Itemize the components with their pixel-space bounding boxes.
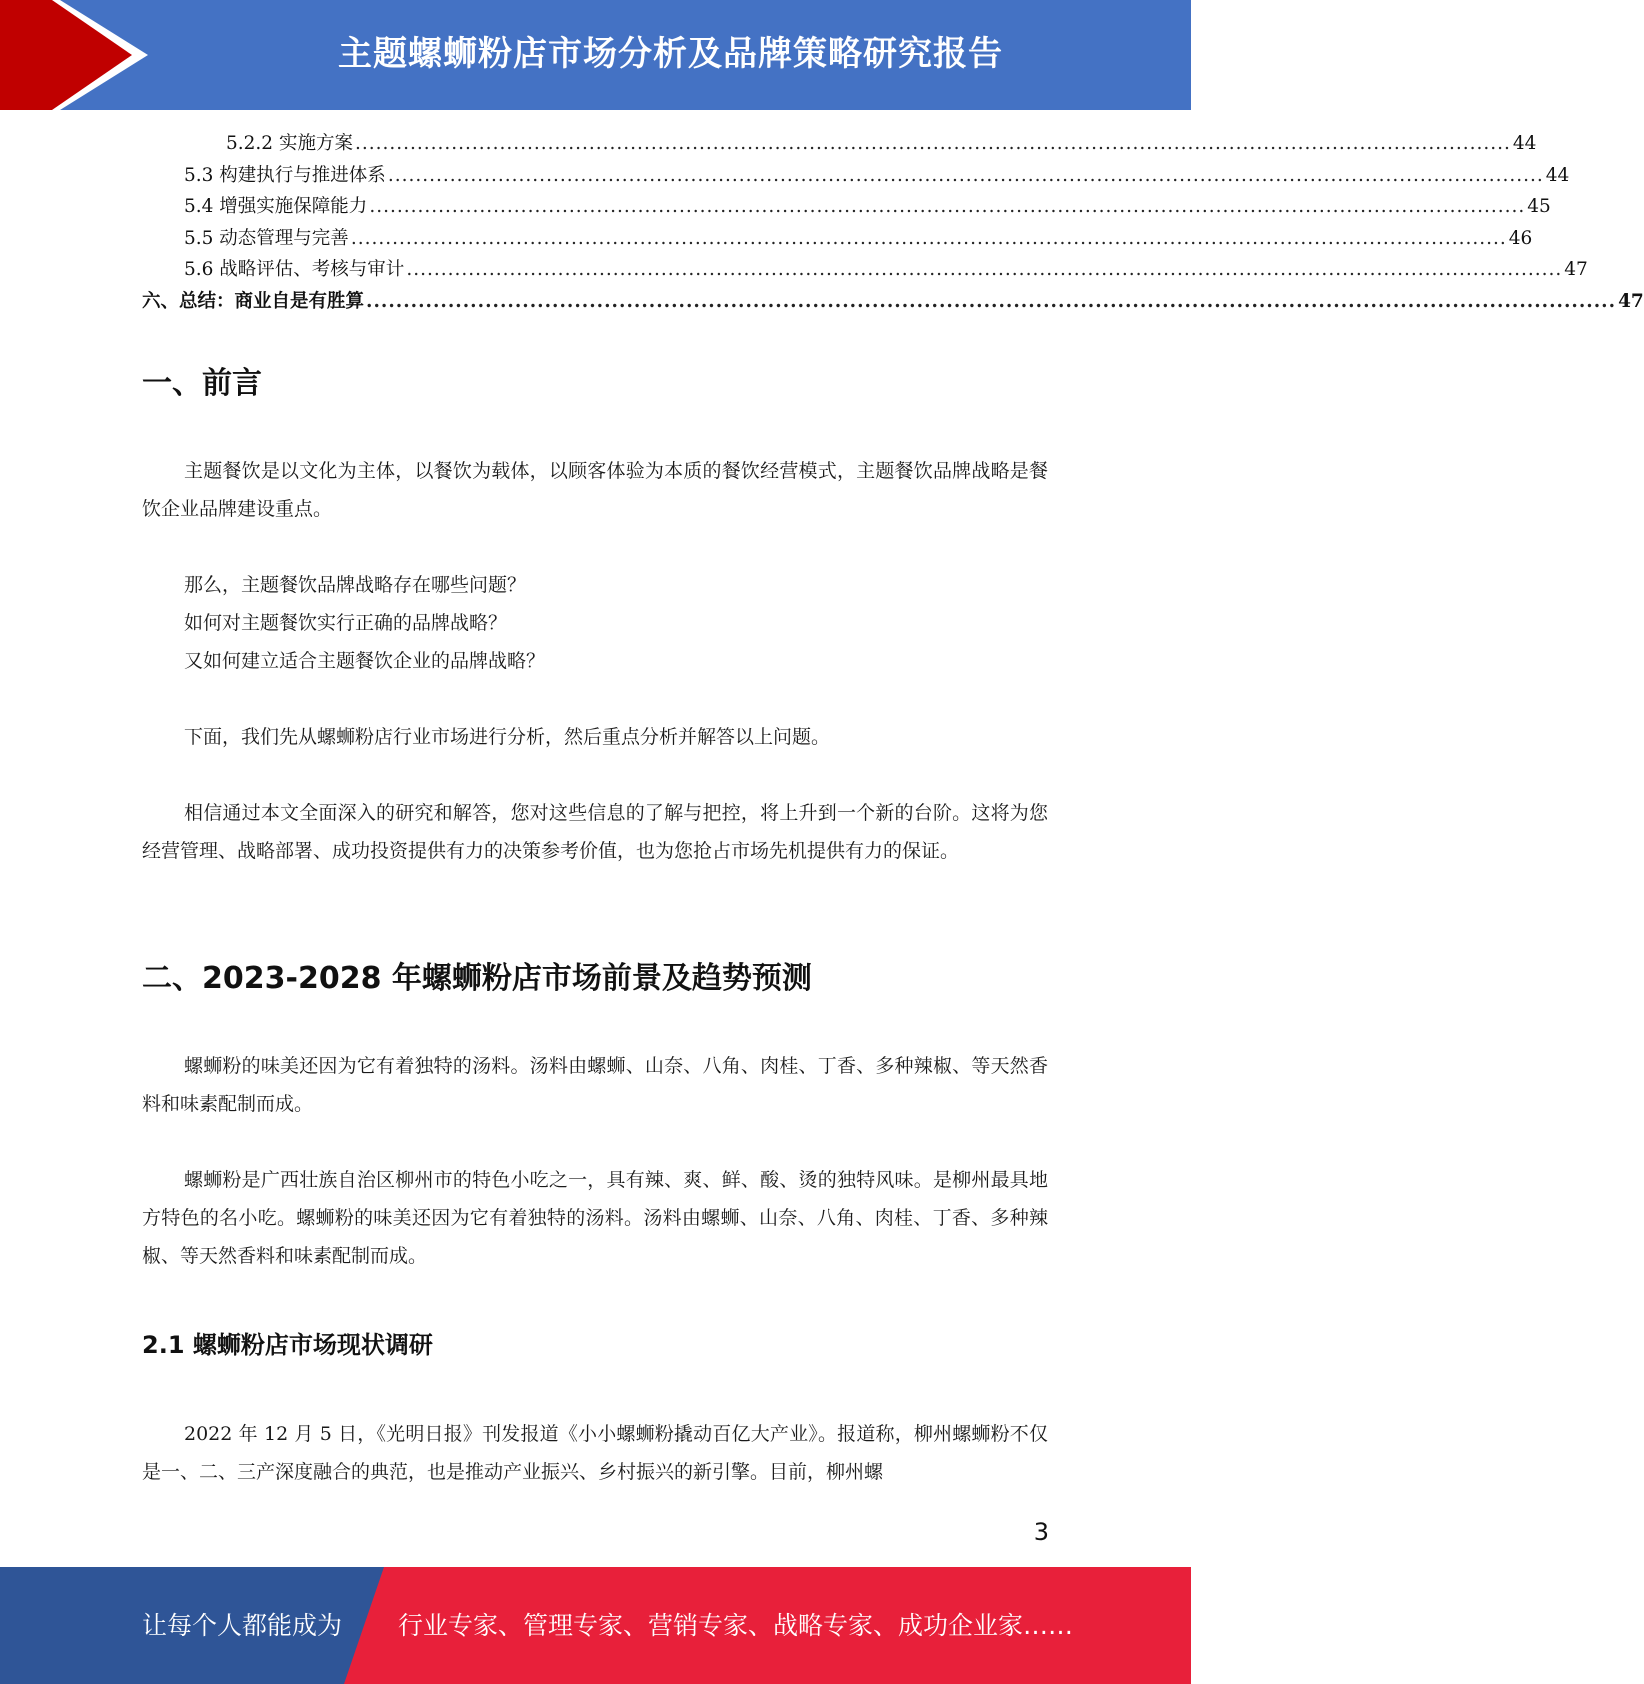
toc-leader: ........................................................................................................................................................................ (350, 227, 1507, 249)
toc-leader: ........................................................................................................................................................................ (354, 133, 1511, 154)
forecast-paragraph-2: 螺蛳粉是广西壮族自治区柳州市的特色小吃之一，具有辣、爽、鲜、酸、烫的独特风味。是柳州最具地方特色的名小吃。螺蛳粉的味美还因为它有着独特的汤料。汤料由螺蛳、山奈、八角、肉桂、丁香、多种辣椒、等天然香料和味素配制而成。 (142, 1169, 1048, 1267)
preface-question-1: 那么，主题餐饮品牌战略存在哪些问题？ (184, 574, 527, 596)
toc-leader: ........................................................................................................................................................................ (387, 164, 1544, 186)
toc-entry-text: 5.3 构建执行与推进体系 (184, 164, 386, 186)
toc-entry-page: 44 (1545, 164, 1570, 186)
toc-entry[interactable] (142, 160, 1570, 192)
toc-entry-text: 5.6 战略评估、考核与审计 (184, 259, 405, 280)
toc-entry-text: 5.4 增强实施保障能力 (184, 196, 368, 217)
toc-entry[interactable] (142, 286, 1644, 318)
toc-entry-page: 45 (1527, 196, 1551, 217)
page-header-banner (0, 0, 1191, 110)
toc-entry-page: 46 (1508, 227, 1533, 249)
header-chevron-icon (0, 0, 160, 110)
toc-entry-page: 47 (1564, 259, 1588, 280)
section-heading-preface: 一、前言 (142, 366, 262, 401)
toc-entry[interactable] (142, 223, 1533, 255)
toc-leader: ........................................................................................................................................................................ (369, 196, 1526, 217)
toc-entry[interactable] (142, 191, 1551, 223)
toc-leader: ........................................................................................................................................................................ (406, 259, 1563, 280)
preface-paragraph-1: 主题餐饮是以文化为主体，以餐饮为载体，以顾客体验为本质的餐饮经营模式，主题餐饮品牌战略是餐饮企业品牌建设重点。 (142, 460, 1048, 520)
toc-leader: ........................................................................................................................................................................ (366, 290, 1617, 312)
toc-entry-text: 5.5 动态管理与完善 (184, 227, 349, 249)
footer-slogan-left: 让每个人都能成为 (142, 1611, 343, 1640)
preface-question-3: 又如何建立适合主题餐饮企业的品牌战略？ (184, 650, 546, 672)
toc-entry-text: 5.2.2 实施方案 (226, 133, 353, 154)
preface-paragraph-2: 下面，我们先从螺蛳粉店行业市场进行分析，然后重点分析并解答以上问题。 (184, 726, 831, 748)
subsection-heading-status: 2.1 螺蛳粉店市场现状调研 (142, 1331, 433, 1359)
toc-entry[interactable] (142, 128, 1537, 160)
preface-question-2: 如何对主题餐饮实行正确的品牌战略？ (184, 612, 508, 634)
toc-entry-page: 44 (1512, 133, 1537, 154)
status-paragraph-1: 2022 年 12 月 5 日，《光明日报》刊发报道《小小螺蛳粉撬动百亿大产业》。报道称，柳州螺蛳粉不仅是一、二、三产深度融合的典范，也是推动产业振兴、乡村振兴的新引擎。目前，柳州螺 (142, 1423, 1048, 1483)
footer-slogan-right: 行业专家、管理专家、营销专家、战略专家、成功企业家…… (398, 1611, 1074, 1640)
report-title: 主题螺蛳粉店市场分析及品牌策略研究报告 (338, 34, 1003, 74)
forecast-paragraph-1: 螺蛳粉的味美还因为它有着独特的汤料。汤料由螺蛳、山奈、八角、肉桂、丁香、多种辣椒、等天然香料和味素配制而成。 (142, 1055, 1048, 1115)
table-of-contents (142, 128, 1644, 317)
page-footer-banner (0, 1567, 1191, 1684)
section-heading-forecast: 二、2023-2028 年螺蛳粉店市场前景及趋势预测 (142, 961, 812, 996)
toc-entry-text: 六、总结：商业自是有胜算 (142, 290, 365, 312)
toc-entry[interactable] (142, 254, 1588, 286)
preface-paragraph-3: 相信通过本文全面深入的研究和解答，您对这些信息的了解与把控，将上升到一个新的台阶。这将为您经营管理、战略部署、成功投资提供有力的决策参考价值，也为您抢占市场先机提供有力的保证。 (142, 802, 1048, 862)
page-number: 3 (1033, 1518, 1049, 1546)
toc-entry-page: 47 (1618, 290, 1644, 312)
